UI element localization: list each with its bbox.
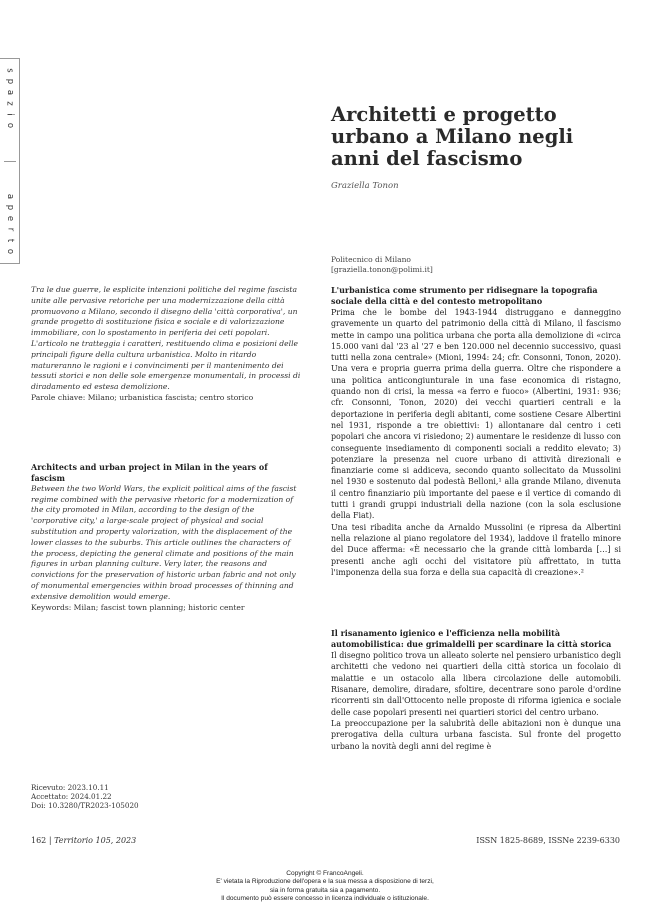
copyright-line: Il documento può essere concesso in licenza individuale o istituzionale.: [221, 895, 429, 903]
body-paragraph: Una tesi ribadita anche da Arnaldo Mussolini (e ripresa da Albertini nella relazione al piano regolatore del 1934), laddove il fratello minore del Duce afferma: «È necessario che la grande città lombarda […] si presenti anche agli occhi del visitatore più affrettato, in tutta l'imponenza della sua forza e della sua capacità di creazione».²: [331, 522, 621, 577]
side-tab-letter: o: [4, 122, 15, 129]
side-tab-letter: p: [5, 78, 15, 85]
side-tab-letter: r: [5, 227, 15, 232]
keywords-italian: Parole chiave: Milano; urbanistica fascista; centro storico: [31, 392, 254, 402]
journal-issue: Territorio 105, 2023: [54, 836, 137, 845]
copyright-line: sia in forma gratuita sia a pagamento.: [269, 886, 381, 894]
side-tab-letter: z: [5, 101, 15, 106]
abstract-italian: Tra le due guerre, le esplicite intenzioni politiche del regime fascista unite alle pervasive retoriche per una modernizzazione della città promuovono a Milano, secondo il disegno della 'città corporativa', un grande progetto di sostituzione fisica e sociale e di valorizzazione immobiliare, con lo spostamento in periferia dei ceti popolari. L'articolo ne tratteggia i caratteri, restituendo clima e posizioni delle principali figure della cultura urbanistica. Molto in ritardo matureranno le ragioni e i convincimenti per il mantenimento dei tessuti storici e non delle sole emergenze monumentali, in processi di diradamento ed estesa demolizione.: [31, 285, 301, 392]
body-paragraph: Il disegno politico trova un alleato solerte nel pensiero urbanistico degli architetti che vedono nei quartieri della città storica un focolaio di malattie e un ostacolo alla libera circolazione delle automobili. Risanare, demolire, diradare, sfoltire, decentrare sono parole d'ordine ricorrenti sin dall'Ottocento nelle proposte di riforma igienica e sociale delle case popolari presenti nei quartieri storici del centro urbano.: [331, 651, 621, 717]
copyright-line: E' vietata la Riproduzione dell'opera e la sua messa a disposizione di terzi,: [216, 878, 434, 886]
page-footer-left: [31, 836, 136, 845]
side-tab-letter: a: [5, 89, 15, 96]
section-heading-1: L'urbanistica come strumento per ridisegnare la topografia sociale della città e del contesto metropolitano: [331, 285, 598, 306]
author-affiliation: [331, 255, 621, 275]
accepted-date: Accettato: 2024.01.22: [31, 792, 112, 801]
side-tab-letter: i: [5, 113, 15, 116]
side-tab-divider: [4, 161, 16, 162]
side-tab-word-spazio: [4, 65, 15, 131]
abstract-english: Between the two World Wars, the explicit political aims of the fascist regime combined with the pervasive rhetoric for a modernization of the city promoted in Milan, according to the design of the 'corporative city,' a large-scale project of physical and social substitution and property valorization, with the displacement of the lower classes to the suburbs. This article outlines the characters of the process, depicting the general climate and positions of the main figures in urban planning culture. Very later, the reasons and convictions for the preservation of historic urban fabric and not only of monumental emergencies within broad processes of thinning and extensive demolition would emerge.: [31, 483, 297, 601]
copyright-notice: [0, 870, 650, 904]
side-tab-letter: s: [5, 68, 15, 73]
side-tab-letter: t: [5, 238, 15, 243]
affiliation-email: [graziella.tonon@polimi.it]: [331, 265, 433, 274]
copyright-line: Copyright © FrancoAngeli.: [286, 870, 364, 877]
body-paragraph: La preoccupazione per la salubrità delle abitazioni non è dunque una prerogativa della cultura urbana fascista. Sul fronte del progetto urbano la novità degli anni del regime è: [331, 718, 621, 751]
body-paragraph: Prima che le bombe del 1943-1944 distruggano e danneggino gravemente un quarto del patrimonio della città di Milano, il fascismo mette in campo una politica urbana che porta alla demolizione di «circa 15.000 vani dal '23 al '27 e ben 120.000 nel decennio successivo, quasi tutti nella zona centrale» (Mioni, 1994: 24; cfr. Consonni, Tonon, 2020). Una vera e propria guerra prima della guerra. Oltre che rispondere a una politica anticongiunturale in una fase economica di ristagno, quando non di crisi, la messa «a ferro e fuoco» (Albertini, 1931: 936; cfr. Consonni, Tonon, 2020) dei vecchi quartieri centrali e la deportazione in periferia degli abitanti, come sostiene Cesare Albertini nel 1931, risponde a tre obiettivi: 1) allontanare dal centro i ceti popolari che ancora vi risiedono; 2) aumentare le residenze di lusso con conseguente insediamento di componenti sociali a reddito elevato; 3) potenziare la presenza nel cuore urbano di attività direzionali e finanziarie come si addiceva, secondo quanto sollecitato da Mussolini nel 1930 e sostenuto dal podestà Belloni,¹ alla grande Milano, divenuta il centro finanziario più importante del paese e il vertice di comando di tutti i grandi gruppi industriali della nazione (con la sola esclusione della Fiat).: [331, 308, 621, 521]
keywords-english: Keywords: Milan; fascist town planning; historic center: [31, 602, 245, 612]
page-number: 162: [31, 836, 47, 845]
issn: ISSN 1825-8689, ISSNe 2239-6330: [476, 836, 620, 845]
author-name: Graziella Tonon: [331, 181, 399, 191]
abstracts-column: [31, 285, 301, 613]
body-column: [331, 285, 621, 752]
affiliation-institution: Politecnico di Milano: [331, 255, 411, 264]
footer-separator: |: [48, 836, 52, 845]
doi: Doi: 10.3280/TR2023-105020: [31, 801, 139, 810]
section-heading-2: Il risanamento igienico e l'efficienza nella mobilità automobilistica: due grimaldelli per scardinare la città storica: [331, 628, 612, 650]
english-title: Architects and urban project in Milan in the years of fascism: [31, 461, 268, 483]
side-tab-letter: p: [5, 204, 15, 211]
article-title: Architetti e progetto urbano a Milano negli anni del fascismo: [331, 103, 574, 170]
article-dates-doi: [31, 783, 301, 810]
section-side-tab: [0, 58, 20, 264]
side-tab-letter: o: [4, 248, 15, 255]
side-tab-word-aperto: [4, 191, 15, 257]
received-date: Ricevuto: 2023.10.11: [31, 783, 109, 792]
side-tab-letter: a: [5, 193, 15, 200]
side-tab-letter: e: [4, 215, 15, 222]
